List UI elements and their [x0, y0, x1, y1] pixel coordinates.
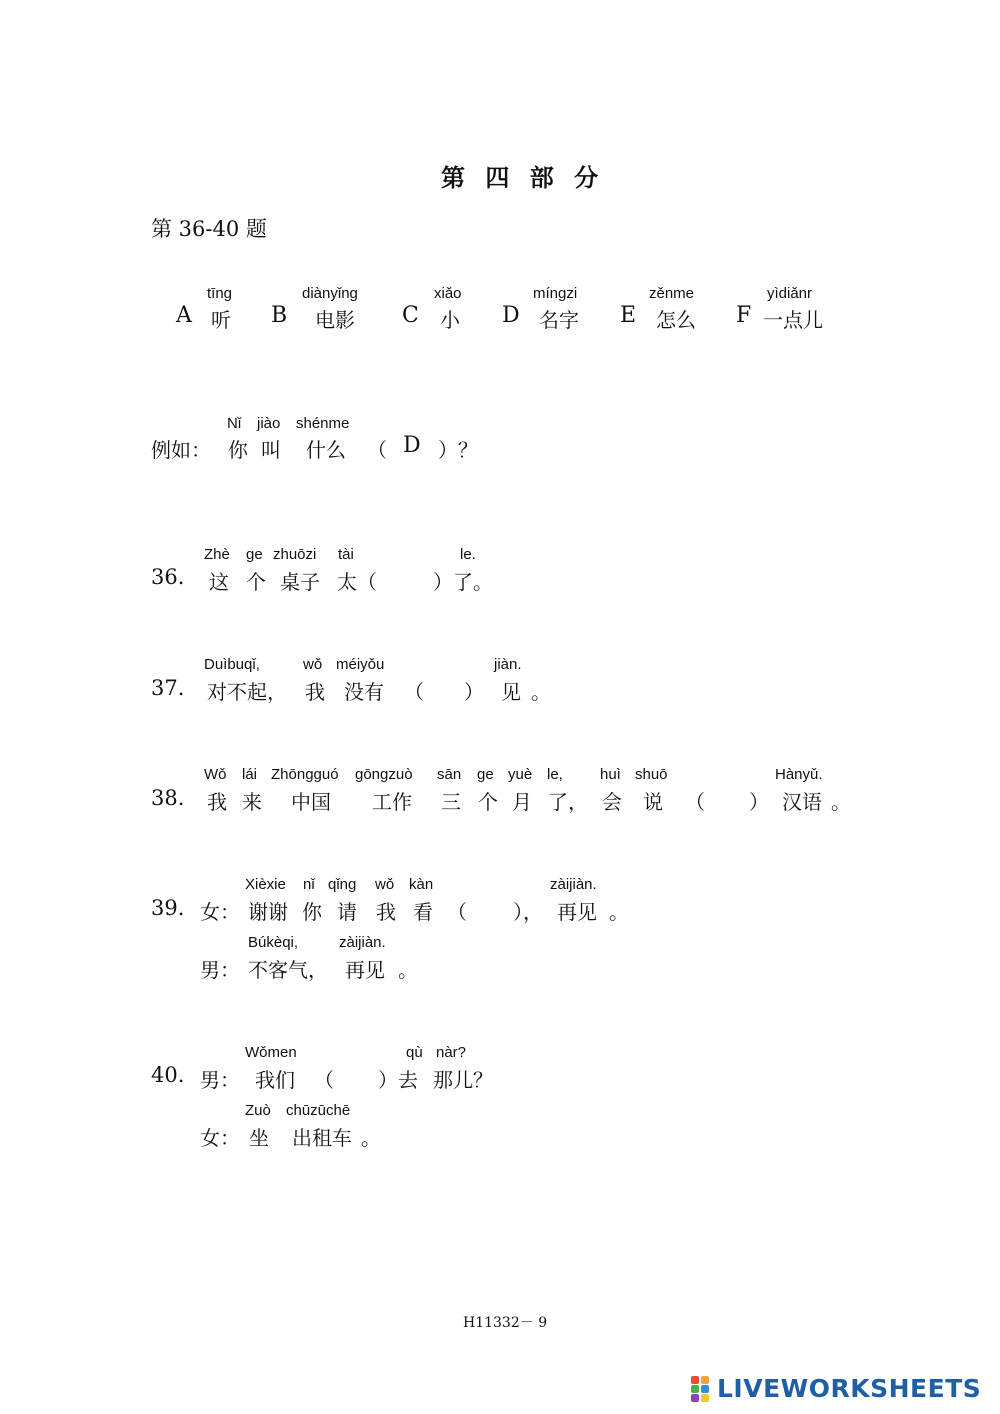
- pinyin-word: jiàn.: [494, 656, 522, 673]
- option-d-hanzi: 名字: [539, 308, 579, 332]
- example-label: 例如：: [151, 438, 211, 462]
- option-a-hanzi: 听: [211, 308, 231, 332]
- hanzi-word: 。: [398, 958, 418, 982]
- question-number: 40.: [151, 1063, 185, 1087]
- option-c-hanzi: 小: [440, 308, 460, 332]
- option-e-letter: E: [620, 303, 637, 328]
- pinyin-word: méiyǒu: [336, 656, 385, 673]
- question-number: 37.: [151, 676, 185, 700]
- pinyin-word: le.: [460, 546, 476, 563]
- hanzi-word: 没有: [344, 680, 384, 704]
- close-paren: ）去: [378, 1068, 418, 1092]
- pinyin-word: zàijiàn.: [339, 934, 386, 951]
- answer-blank[interactable]: [705, 786, 749, 810]
- option-c-pinyin: xiǎo: [434, 285, 462, 302]
- hanzi-word: 汉语: [782, 790, 822, 814]
- pinyin-word: zàijiàn.: [550, 876, 597, 893]
- pinyin-word: Wǒmen: [245, 1044, 297, 1061]
- hanzi-word: 太（: [337, 570, 377, 594]
- pinyin-word: zhuōzi: [273, 546, 317, 563]
- hanzi-word: 叫: [261, 438, 281, 462]
- answer-blank[interactable]: [334, 1064, 378, 1088]
- open-paren: （: [314, 1068, 334, 1092]
- hanzi-word: 那儿？: [433, 1068, 493, 1092]
- pinyin-word: Duìbuqǐ,: [204, 656, 260, 673]
- hanzi-word: 中国: [291, 790, 331, 814]
- hanzi-word: 个: [246, 570, 266, 594]
- pinyin-word: huì: [600, 766, 621, 783]
- speaker-label: 女：: [200, 900, 240, 924]
- pinyin-word: Zuò: [245, 1102, 271, 1119]
- pinyin-word: sān: [437, 766, 462, 783]
- option-d-letter: D: [502, 303, 520, 328]
- hanzi-word: 我: [305, 680, 325, 704]
- close-paren: ）: [749, 790, 769, 814]
- pinyin-word: tài: [338, 546, 354, 563]
- option-b-hanzi: 电影: [315, 308, 355, 332]
- pinyin-word: gōngzuò: [355, 766, 413, 783]
- open-paren: （: [447, 900, 467, 924]
- hanzi-word: 出租车: [292, 1126, 352, 1150]
- pinyin-word: nàr?: [436, 1044, 467, 1061]
- hanzi-word: 坐: [249, 1126, 269, 1150]
- pinyin-word: Nǐ: [227, 415, 242, 432]
- hanzi-word: 来: [242, 790, 262, 814]
- answer-blank[interactable]: [385, 566, 433, 590]
- pinyin-word: Xièxie: [245, 876, 286, 893]
- open-paren: （: [685, 790, 705, 814]
- page-title: 第 四 部 分: [441, 163, 605, 192]
- speaker-label: 女：: [200, 1126, 240, 1150]
- option-b-letter: B: [271, 303, 288, 328]
- close-paren: ）: [464, 680, 484, 704]
- pinyin-word: qǐng: [328, 876, 357, 893]
- hanzi-word: 个: [478, 790, 498, 814]
- pinyin-word: wǒ: [303, 656, 323, 673]
- hanzi-word: 三: [441, 790, 461, 814]
- pinyin-word: ge: [477, 766, 494, 783]
- pinyin-word: Wǒ: [204, 766, 227, 783]
- pinyin-word: Zhōngguó: [271, 766, 339, 783]
- hanzi-word: 这: [209, 570, 229, 594]
- close-paren: ），: [513, 900, 543, 924]
- pinyin-word: shuō: [635, 766, 668, 783]
- pinyin-word: nǐ: [303, 876, 315, 893]
- example-answer: D: [403, 433, 421, 458]
- liveworksheets-logo[interactable]: [691, 1374, 981, 1403]
- option-a-letter: A: [176, 303, 192, 328]
- logo-text: LIVEWORKSHEETS: [717, 1374, 982, 1403]
- hanzi-word: 我: [207, 790, 227, 814]
- hanzi-word: 。: [361, 1126, 381, 1150]
- pinyin-word: lái: [242, 766, 258, 783]
- hanzi-word: 请: [337, 900, 357, 924]
- hanzi-word: 。: [609, 900, 629, 924]
- pinyin-word: Hànyǔ.: [775, 766, 823, 783]
- option-d-pinyin: míngzi: [533, 285, 578, 302]
- hanzi-word: 见: [501, 680, 521, 704]
- section-subtitle: 第 36-40 题: [151, 217, 267, 241]
- answer-blank[interactable]: [424, 676, 464, 700]
- option-b-pinyin: diànyǐng: [302, 285, 358, 302]
- option-a-pinyin: tīng: [207, 285, 233, 302]
- option-c-letter: C: [402, 303, 419, 328]
- pinyin-word: shénme: [296, 415, 350, 432]
- page-footer: H11332－ 9: [463, 1315, 548, 1331]
- option-f-pinyin: yìdiǎnr: [767, 285, 813, 302]
- option-e-pinyin: zěnme: [649, 285, 695, 302]
- pinyin-word: le,: [547, 766, 563, 783]
- liveworksheets-logo-icon: [691, 1376, 713, 1402]
- question-number: 39.: [151, 896, 185, 920]
- hanzi-word: 什么: [306, 438, 346, 462]
- pinyin-word: Zhè: [204, 546, 230, 563]
- hanzi-word: 你: [228, 438, 248, 462]
- pinyin-word: Búkèqi,: [248, 934, 299, 951]
- hanzi-word: 说: [643, 790, 663, 814]
- hanzi-word: 月: [512, 790, 532, 814]
- hanzi-word: 谢谢: [248, 900, 288, 924]
- option-f-hanzi: 一点儿: [763, 308, 823, 332]
- speaker-label: 男：: [200, 1068, 240, 1092]
- hanzi-word: 桌子: [280, 570, 320, 594]
- option-f-letter: F: [736, 303, 752, 328]
- pinyin-word: wǒ: [375, 876, 395, 893]
- pinyin-word: chūzūchē: [286, 1102, 351, 1119]
- pinyin-word: qù: [406, 1044, 423, 1061]
- hanzi-word: 我: [376, 900, 396, 924]
- hanzi-word: 你: [302, 900, 322, 924]
- option-e-hanzi: 怎么: [656, 308, 696, 332]
- hanzi-word: 我们: [255, 1068, 295, 1092]
- pinyin-word: ge: [246, 546, 263, 563]
- hanzi-word: 工作: [372, 790, 412, 814]
- hanzi-word: 再见: [345, 958, 385, 982]
- hanzi-word: 。: [831, 790, 851, 814]
- question-number: 38.: [151, 786, 185, 810]
- question-number: 36.: [151, 565, 185, 589]
- hanzi-word: 对不起，: [207, 680, 287, 704]
- hanzi-word: 会: [602, 790, 622, 814]
- speaker-label: 男：: [200, 958, 240, 982]
- pinyin-word: kàn: [409, 876, 434, 893]
- hanzi-word: 看: [413, 900, 433, 924]
- hanzi-word: 。: [531, 680, 551, 704]
- answer-blank[interactable]: [467, 896, 513, 920]
- close-paren: ）？: [438, 438, 478, 462]
- hanzi-word: 不客气，: [248, 958, 328, 982]
- open-paren: （: [367, 438, 387, 462]
- open-paren: （: [404, 680, 424, 704]
- pinyin-word: jiào: [257, 415, 281, 432]
- hanzi-word: 了，: [548, 790, 588, 814]
- hanzi-word: ）了。: [433, 570, 493, 594]
- pinyin-word: yuè: [508, 766, 533, 783]
- hanzi-word: 再见: [557, 900, 597, 924]
